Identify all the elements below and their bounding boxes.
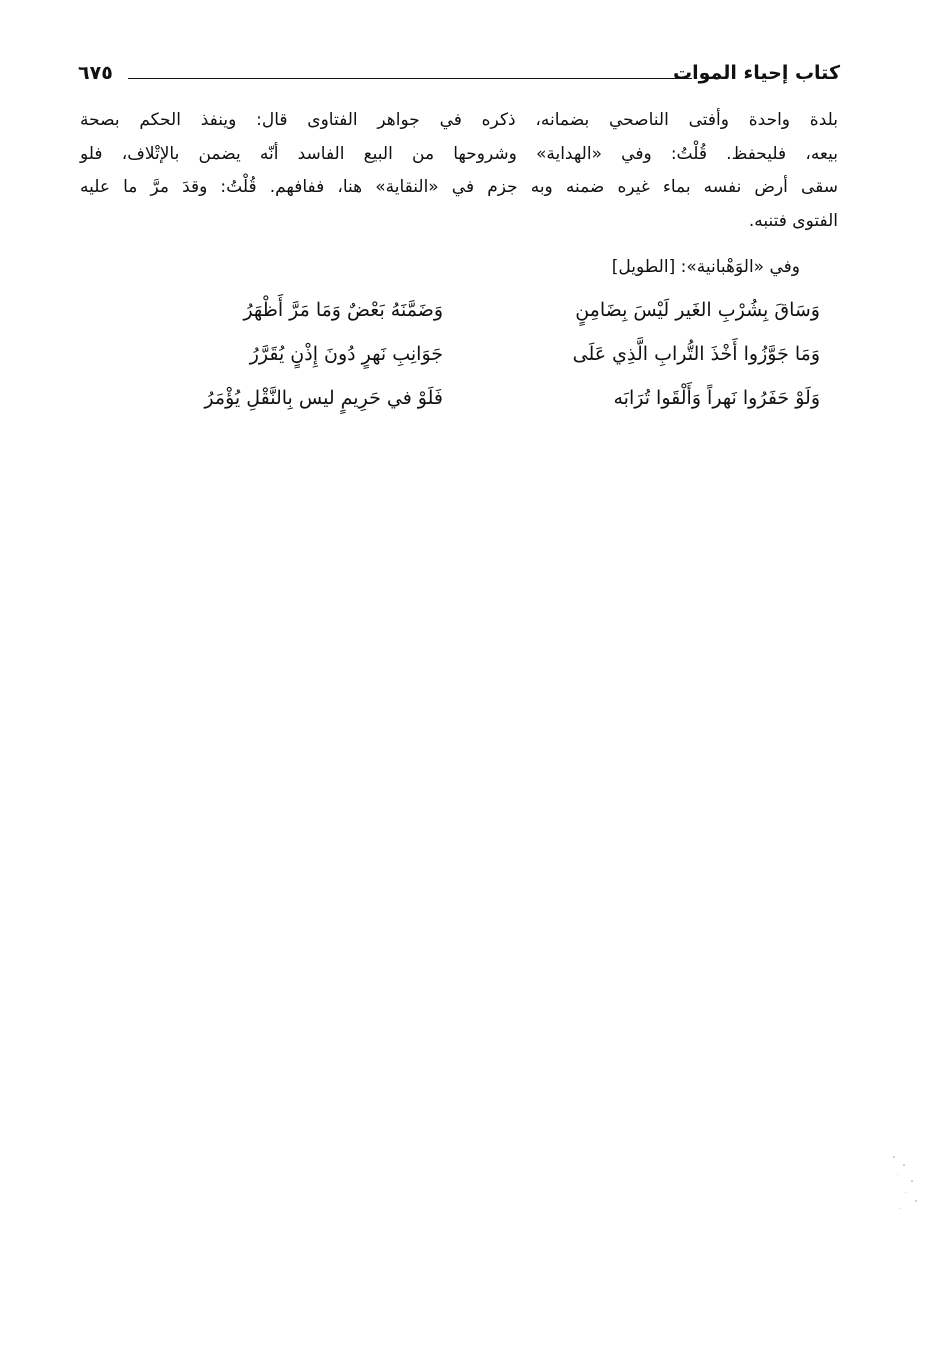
- header-rule: [128, 78, 692, 79]
- page-number: ٦٧٥: [78, 62, 113, 84]
- scan-noise: [885, 1150, 925, 1220]
- body-line: سقى أرض نفسه بماء غيره ضمنه وبه جزم في «النقاية» هنا، ففافهم. قُلْتُ: وقدَ مرَّ ما عليه: [80, 177, 838, 197]
- poem-intro: وفي «الوَهْبانية»: [الطويل]: [611, 257, 800, 277]
- poem-verse: [80, 290, 838, 334]
- verse-second-hemistich: جَوَانِبِ نَهرٍ دُونَ إِذْنٍ يُقَرَّرُ: [249, 343, 443, 365]
- poem-verse: [80, 334, 838, 378]
- body-line: بلدة واحدة وأفتى الناصحي بضمانه، ذكره في جواهر الفتاوى قال: وينفذ الحكم بصحة: [80, 110, 838, 130]
- body-line: بيعه، فليحفظ. قُلْتُ: وفي «الهداية» وشروحها من البيع الفاسد أنّه يضمن بالإتْلاف، فلو: [80, 143, 838, 164]
- running-header: [78, 60, 840, 90]
- verse-first-hemistich: وَمَا جَوَّزُوا أَخْذَ التُّرابِ الَّذِي عَلَى: [572, 343, 820, 365]
- body-paragraph: [80, 104, 838, 238]
- chapter-title: كتاب إحياء الموات: [673, 62, 840, 84]
- verse-first-hemistich: وَلَوْ حَفَرُوا نَهراً وَأَلْقَوا تُرَابَه: [613, 387, 820, 409]
- verse-second-hemistich: فَلَوْ في حَرِيمٍ ليس بِالنَّقْلِ يُؤْمَرُ: [204, 387, 443, 409]
- poem-verse: [80, 378, 838, 422]
- poem: [80, 290, 838, 422]
- verse-first-hemistich: وَسَاقَ بِشُرْبِ الغَير لَيْسَ بِضَامِنٍ: [575, 299, 820, 321]
- body-line: الفتوى فتنبه.: [748, 210, 838, 231]
- verse-second-hemistich: وَضَمَّنَهُ بَعْضٌ وَمَا مَرَّ أَظْهَرُ: [243, 299, 443, 321]
